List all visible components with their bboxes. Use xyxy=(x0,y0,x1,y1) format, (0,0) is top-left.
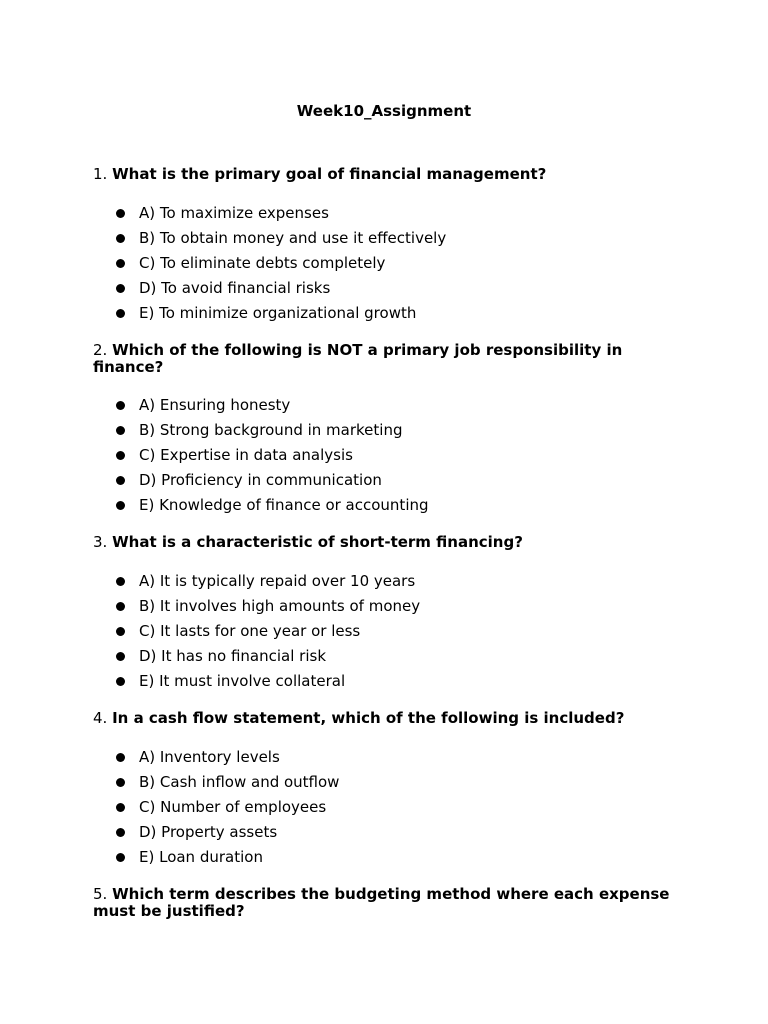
bullet-icon xyxy=(116,677,125,686)
bullet-icon xyxy=(116,778,125,787)
question-3 xyxy=(93,534,673,551)
bullet-icon xyxy=(116,501,125,510)
bullet-icon xyxy=(116,259,125,268)
option-item xyxy=(114,276,674,301)
question-text: What is a characteristic of short-term financing? xyxy=(112,533,523,551)
option-item xyxy=(114,770,674,795)
option-item xyxy=(114,845,674,870)
option-text: A) To maximize expenses xyxy=(139,204,329,222)
option-item xyxy=(114,418,674,443)
question-number: 5. xyxy=(93,885,108,903)
option-item xyxy=(114,201,674,226)
question-2 xyxy=(93,342,673,376)
option-item xyxy=(114,745,674,770)
question-3-options xyxy=(114,569,674,694)
bullet-icon xyxy=(116,853,125,862)
option-item xyxy=(114,569,674,594)
option-text: A) It is typically repaid over 10 years xyxy=(139,572,416,590)
bullet-icon xyxy=(116,426,125,435)
option-item xyxy=(114,443,674,468)
question-text: Which of the following is NOT a primary job responsibility in finance? xyxy=(93,341,623,376)
option-text: C) It lasts for one year or less xyxy=(139,622,361,640)
option-item xyxy=(114,301,674,326)
option-text: B) To obtain money and use it effectively xyxy=(139,229,447,247)
question-number: 3. xyxy=(93,533,108,551)
option-text: C) Number of employees xyxy=(139,798,327,816)
bullet-icon xyxy=(116,602,125,611)
option-text: E) Knowledge of finance or accounting xyxy=(139,496,429,514)
question-1-options xyxy=(114,201,674,326)
option-text: E) It must involve collateral xyxy=(139,672,346,690)
bullet-icon xyxy=(116,451,125,460)
bullet-icon xyxy=(116,627,125,636)
question-2-options xyxy=(114,393,674,518)
bullet-icon xyxy=(116,803,125,812)
option-text: B) Strong background in marketing xyxy=(139,421,403,439)
bullet-icon xyxy=(116,577,125,586)
option-text: C) To eliminate debts completely xyxy=(139,254,386,272)
option-text: B) It involves high amounts of money xyxy=(139,597,421,615)
bullet-icon xyxy=(116,309,125,318)
option-text: E) Loan duration xyxy=(139,848,263,866)
option-item xyxy=(114,226,674,251)
bullet-icon xyxy=(116,209,125,218)
option-item xyxy=(114,820,674,845)
question-text: What is the primary goal of financial management? xyxy=(112,165,547,183)
option-text: D) Proficiency in communication xyxy=(139,471,382,489)
option-text: D) Property assets xyxy=(139,823,278,841)
question-number: 2. xyxy=(93,341,108,359)
bullet-icon xyxy=(116,284,125,293)
question-number: 1. xyxy=(93,165,108,183)
option-text: E) To minimize organizational growth xyxy=(139,304,417,322)
option-item xyxy=(114,619,674,644)
option-item xyxy=(114,493,674,518)
question-number: 4. xyxy=(93,709,108,727)
question-text: In a cash flow statement, which of the following is included? xyxy=(112,709,625,727)
question-1 xyxy=(93,166,673,183)
option-item xyxy=(114,669,674,694)
bullet-icon xyxy=(116,401,125,410)
option-item xyxy=(114,393,674,418)
option-item xyxy=(114,251,674,276)
bullet-icon xyxy=(116,234,125,243)
question-text: Which term describes the budgeting method where each expense must be justified? xyxy=(93,885,670,920)
option-text: A) Ensuring honesty xyxy=(139,396,291,414)
question-5 xyxy=(93,886,673,920)
option-item xyxy=(114,795,674,820)
option-text: B) Cash inflow and outflow xyxy=(139,773,340,791)
option-text: D) To avoid financial risks xyxy=(139,279,331,297)
option-text: A) Inventory levels xyxy=(139,748,280,766)
option-item xyxy=(114,468,674,493)
option-text: D) It has no financial risk xyxy=(139,647,327,665)
option-text: C) Expertise in data analysis xyxy=(139,446,353,464)
bullet-icon xyxy=(116,753,125,762)
question-4 xyxy=(93,710,673,727)
option-item xyxy=(114,594,674,619)
option-item xyxy=(114,644,674,669)
bullet-icon xyxy=(116,828,125,837)
question-4-options xyxy=(114,745,674,870)
bullet-icon xyxy=(116,652,125,661)
document-title: Week10_Assignment xyxy=(296,102,472,120)
bullet-icon xyxy=(116,476,125,485)
